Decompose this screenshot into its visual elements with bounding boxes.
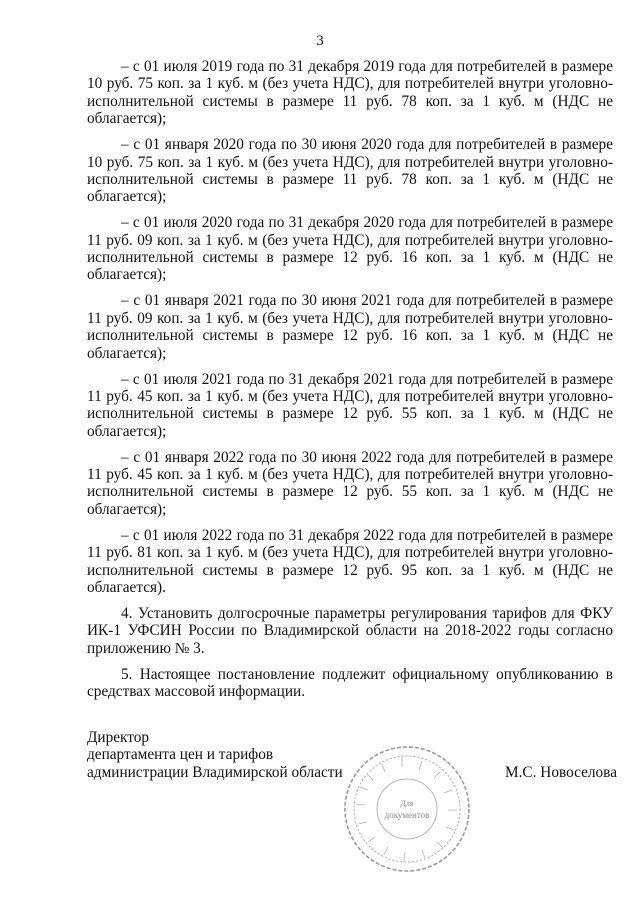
signatory-administration: администрации Владимирской области xyxy=(87,763,343,781)
signatory-department: департамента цен и тарифов xyxy=(87,746,274,764)
tariff-period-paragraph: – с 01 июля 2021 года по 31 декабря 2021 года для потребителей в размере 11 руб. 45 коп. за 1 куб. м (без учета НДС), для потребителей внутри уголовно-исполнительной системы в размере 12 руб. 55 коп. за 1 куб. м (НДС не облагается); xyxy=(87,370,613,440)
clause-5-paragraph: 5. Настоящее постановление подлежит официальному опубликованию в средствах массовой информации. xyxy=(87,665,613,700)
svg-text:Для: Для xyxy=(400,799,414,808)
tariff-period-paragraph: – с 01 июля 2020 года по 31 декабря 2020 года для потребителей в размере 11 руб. 09 коп. за 1 куб. м (без учета НДС), для потребителей внутри уголовно-исполнительной системы в размере 12 руб. 16 коп. за 1 куб. м (НДС не облагается); xyxy=(87,214,613,284)
official-seal-stamp xyxy=(340,742,475,877)
tariff-period-paragraph: – с 01 января 2021 года по 30 июня 2021 года для потребителей в размере 11 руб. 09 коп. за 1 куб. м (без учета НДС), для потребителей внутри уголовно-исполнительной системы в размере 12 руб. 16 коп. за 1 куб. м (НДС не облагается); xyxy=(87,292,613,362)
tariff-period-paragraph: – с 01 июля 2019 года по 31 декабря 2019 года для потребителей в размере 10 руб. 75 коп. за 1 куб. м (без учета НДС), для потребителей внутри уголовно-исполнительной системы в размере 11 руб. 78 коп. за 1 куб. м (НДС не облагается); xyxy=(87,58,613,128)
clause-4-paragraph: 4. Установить долгосрочные параметры регулирования тарифов для ФКУ ИК-1 УФСИН России по Владимирской области на 2018-2022 годы согласно приложению № 3. xyxy=(87,604,613,657)
svg-text:документов: документов xyxy=(384,810,430,820)
signatory-name: М.С. Новоселова xyxy=(505,764,617,781)
document-body xyxy=(87,58,613,709)
tariff-period-paragraph: – с 01 января 2022 года по 30 июня 2022 года для потребителей в размере 11 руб. 45 коп. за 1 куб. м (без учета НДС), для потребителей внутри уголовно-исполнительной системы в размере 12 руб. 55 коп. за 1 куб. м (НДС не облагается); xyxy=(87,448,613,518)
page-number: 3 xyxy=(316,33,324,49)
tariff-period-paragraph: – с 01 января 2020 года по 30 июня 2020 года для потребителей в размере 10 руб. 75 коп. за 1 куб. м (без учета НДС), для потребителей внутри уголовно-исполнительной системы в размере 11 руб. 78 коп. за 1 куб. м (НДС не облагается); xyxy=(87,136,613,206)
signatory-title: Директор xyxy=(87,729,150,746)
tariff-period-paragraph: – с 01 июля 2022 года по 31 декабря 2022 года для потребителей в размере 11 руб. 81 коп. за 1 куб. м (без учета НДС), для потребителей внутри уголовно-исполнительной системы в размере 12 руб. 95 коп. за 1 куб. м (НДС не облагается). xyxy=(87,526,613,596)
signatory-position xyxy=(87,729,343,781)
